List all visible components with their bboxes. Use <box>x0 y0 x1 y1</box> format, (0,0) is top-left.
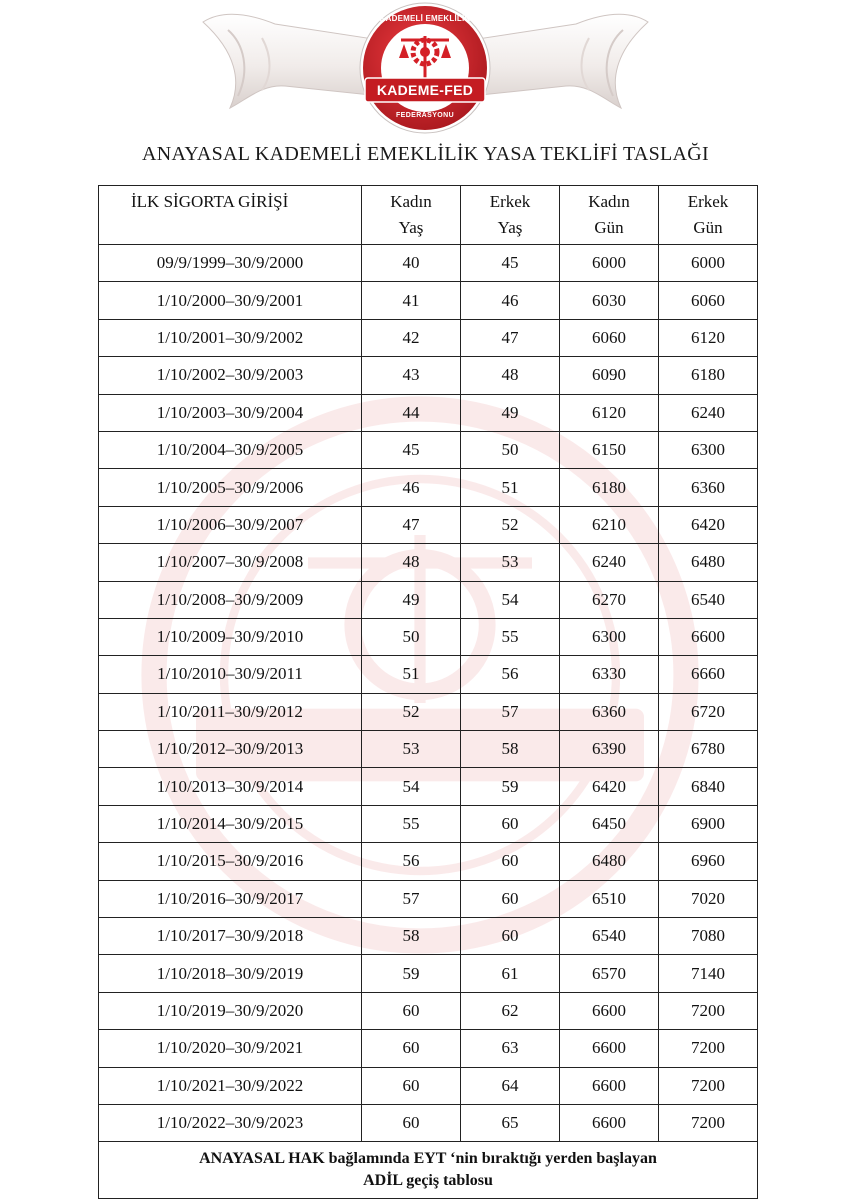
cell-women-days: 6510 <box>560 880 659 917</box>
cell-period: 1/10/2005–30/9/2006 <box>99 469 362 506</box>
cell-men-days: 7200 <box>659 1067 758 1104</box>
cell-men-age: 51 <box>461 469 560 506</box>
cell-women-days: 6060 <box>560 319 659 356</box>
table-header-row <box>99 186 758 245</box>
table-row <box>99 731 758 768</box>
cell-period: 1/10/2001–30/9/2002 <box>99 319 362 356</box>
cell-women-age: 60 <box>362 1030 461 1067</box>
cell-men-days: 6300 <box>659 431 758 468</box>
table-row <box>99 656 758 693</box>
cell-men-age: 58 <box>461 731 560 768</box>
cell-women-age: 54 <box>362 768 461 805</box>
cell-period: 1/10/2015–30/9/2016 <box>99 843 362 880</box>
cell-men-age: 50 <box>461 431 560 468</box>
cell-women-age: 50 <box>362 618 461 655</box>
header-men-age: Erkek Yaş <box>461 186 560 245</box>
cell-women-age: 43 <box>362 357 461 394</box>
table-row <box>99 1104 758 1141</box>
cell-women-age: 60 <box>362 1067 461 1104</box>
cell-period: 1/10/2007–30/9/2008 <box>99 544 362 581</box>
cell-women-days: 6240 <box>560 544 659 581</box>
cell-women-days: 6600 <box>560 1067 659 1104</box>
cell-period: 1/10/2003–30/9/2004 <box>99 394 362 431</box>
cell-women-age: 53 <box>362 731 461 768</box>
header-entry: İLK SİGORTA GİRİŞİ <box>99 186 362 245</box>
retirement-table <box>98 185 758 1199</box>
table-row <box>99 843 758 880</box>
cell-men-age: 49 <box>461 394 560 431</box>
cell-period: 1/10/2020–30/9/2021 <box>99 1030 362 1067</box>
cell-men-days: 6360 <box>659 469 758 506</box>
table-row <box>99 768 758 805</box>
cell-men-age: 59 <box>461 768 560 805</box>
cell-women-age: 60 <box>362 1104 461 1141</box>
cell-women-age: 46 <box>362 469 461 506</box>
cell-period: 1/10/2021–30/9/2022 <box>99 1067 362 1104</box>
table-row <box>99 544 758 581</box>
cell-men-days: 6240 <box>659 394 758 431</box>
cell-men-age: 63 <box>461 1030 560 1067</box>
cell-men-days: 6420 <box>659 506 758 543</box>
cell-men-age: 53 <box>461 544 560 581</box>
logo-arc-bottom: FEDERASYONU <box>395 112 455 119</box>
cell-men-age: 45 <box>461 245 560 282</box>
cell-men-days: 7080 <box>659 918 758 955</box>
cell-women-days: 6000 <box>560 245 659 282</box>
cell-women-days: 6600 <box>560 1104 659 1141</box>
cell-men-days: 6060 <box>659 282 758 319</box>
table-row <box>99 469 758 506</box>
cell-men-age: 56 <box>461 656 560 693</box>
cell-period: 1/10/2019–30/9/2020 <box>99 992 362 1029</box>
table-row <box>99 394 758 431</box>
cell-period: 1/10/2018–30/9/2019 <box>99 955 362 992</box>
header-women-age: Kadın Yaş <box>362 186 461 245</box>
cell-men-age: 60 <box>461 805 560 842</box>
cell-women-age: 58 <box>362 918 461 955</box>
table-footer-row <box>99 1142 758 1199</box>
cell-women-days: 6270 <box>560 581 659 618</box>
cell-men-days: 6840 <box>659 768 758 805</box>
cell-women-days: 6600 <box>560 1030 659 1067</box>
cell-men-age: 52 <box>461 506 560 543</box>
cell-women-days: 6480 <box>560 843 659 880</box>
cell-period: 1/10/2014–30/9/2015 <box>99 805 362 842</box>
table-row <box>99 805 758 842</box>
table-row <box>99 693 758 730</box>
cell-men-days: 7020 <box>659 880 758 917</box>
cell-women-age: 56 <box>362 843 461 880</box>
cell-men-days: 6600 <box>659 618 758 655</box>
cell-men-days: 6660 <box>659 656 758 693</box>
cell-period: 1/10/2004–30/9/2005 <box>99 431 362 468</box>
cell-women-age: 40 <box>362 245 461 282</box>
cell-men-days: 6780 <box>659 731 758 768</box>
cell-men-days: 6540 <box>659 581 758 618</box>
cell-men-age: 62 <box>461 992 560 1029</box>
table-row <box>99 1030 758 1067</box>
cell-women-age: 60 <box>362 992 461 1029</box>
cell-men-age: 61 <box>461 955 560 992</box>
cell-women-age: 49 <box>362 581 461 618</box>
cell-women-age: 42 <box>362 319 461 356</box>
cell-men-days: 6120 <box>659 319 758 356</box>
cell-women-age: 48 <box>362 544 461 581</box>
logo-name: KADEME-FED <box>376 82 474 98</box>
cell-women-days: 6180 <box>560 469 659 506</box>
cell-men-age: 64 <box>461 1067 560 1104</box>
cell-women-days: 6150 <box>560 431 659 468</box>
cell-men-days: 7200 <box>659 1030 758 1067</box>
cell-period: 1/10/2000–30/9/2001 <box>99 282 362 319</box>
table-row <box>99 880 758 917</box>
table-row <box>99 992 758 1029</box>
cell-men-days: 7140 <box>659 955 758 992</box>
cell-period: 1/10/2006–30/9/2007 <box>99 506 362 543</box>
cell-period: 1/10/2012–30/9/2013 <box>99 731 362 768</box>
cell-women-age: 51 <box>362 656 461 693</box>
cell-men-days: 6960 <box>659 843 758 880</box>
cell-men-days: 6720 <box>659 693 758 730</box>
cell-period: 1/10/2022–30/9/2023 <box>99 1104 362 1141</box>
cell-period: 09/9/1999–30/9/2000 <box>99 245 362 282</box>
table-row <box>99 581 758 618</box>
table-row <box>99 357 758 394</box>
cell-men-days: 6000 <box>659 245 758 282</box>
cell-period: 1/10/2016–30/9/2017 <box>99 880 362 917</box>
cell-period: 1/10/2011–30/9/2012 <box>99 693 362 730</box>
cell-men-age: 48 <box>461 357 560 394</box>
cell-women-days: 6420 <box>560 768 659 805</box>
cell-women-days: 6210 <box>560 506 659 543</box>
table-row <box>99 506 758 543</box>
header-women-days: Kadın Gün <box>560 186 659 245</box>
cell-women-days: 6330 <box>560 656 659 693</box>
table-footer-note: ANAYASAL HAK bağlamında EYT ‘nin bıraktığı yerden başlayan ADİL geçiş tablosu <box>99 1142 758 1199</box>
cell-women-age: 41 <box>362 282 461 319</box>
cell-men-age: 46 <box>461 282 560 319</box>
cell-period: 1/10/2017–30/9/2018 <box>99 918 362 955</box>
cell-women-age: 59 <box>362 955 461 992</box>
cell-men-age: 65 <box>461 1104 560 1141</box>
cell-women-age: 47 <box>362 506 461 543</box>
table-row <box>99 955 758 992</box>
cell-men-days: 6900 <box>659 805 758 842</box>
cell-women-days: 6540 <box>560 918 659 955</box>
cell-women-days: 6390 <box>560 731 659 768</box>
table-row <box>99 245 758 282</box>
cell-women-days: 6030 <box>560 282 659 319</box>
cell-women-age: 52 <box>362 693 461 730</box>
cell-men-age: 60 <box>461 880 560 917</box>
cell-men-days: 7200 <box>659 992 758 1029</box>
cell-men-age: 47 <box>461 319 560 356</box>
cell-men-age: 54 <box>461 581 560 618</box>
cell-men-age: 55 <box>461 618 560 655</box>
cell-men-days: 6180 <box>659 357 758 394</box>
cell-period: 1/10/2013–30/9/2014 <box>99 768 362 805</box>
cell-period: 1/10/2010–30/9/2011 <box>99 656 362 693</box>
cell-men-age: 60 <box>461 918 560 955</box>
cell-men-age: 57 <box>461 693 560 730</box>
cell-men-days: 6480 <box>659 544 758 581</box>
cell-men-days: 7200 <box>659 1104 758 1141</box>
table-row <box>99 618 758 655</box>
cell-women-age: 57 <box>362 880 461 917</box>
cell-men-age: 60 <box>461 843 560 880</box>
cell-women-age: 55 <box>362 805 461 842</box>
header-men-days: Erkek Gün <box>659 186 758 245</box>
cell-women-days: 6300 <box>560 618 659 655</box>
logo-arc-top: KADEMELİ EMEKLİLİK <box>379 14 471 23</box>
cell-period: 1/10/2009–30/9/2010 <box>99 618 362 655</box>
table-row <box>99 431 758 468</box>
cell-women-days: 6090 <box>560 357 659 394</box>
cell-women-days: 6450 <box>560 805 659 842</box>
cell-women-days: 6570 <box>560 955 659 992</box>
table-row <box>99 319 758 356</box>
cell-women-days: 6120 <box>560 394 659 431</box>
table-row <box>99 918 758 955</box>
table-row <box>99 1067 758 1104</box>
cell-women-age: 45 <box>362 431 461 468</box>
cell-women-days: 6360 <box>560 693 659 730</box>
document-title: ANAYASAL KADEMELİ EMEKLİLİK YASA TEKLİFİ TASLAĞI <box>141 143 710 165</box>
cell-period: 1/10/2008–30/9/2009 <box>99 581 362 618</box>
cell-period: 1/10/2002–30/9/2003 <box>99 357 362 394</box>
table-row <box>99 282 758 319</box>
cell-women-age: 44 <box>362 394 461 431</box>
cell-women-days: 6600 <box>560 992 659 1029</box>
